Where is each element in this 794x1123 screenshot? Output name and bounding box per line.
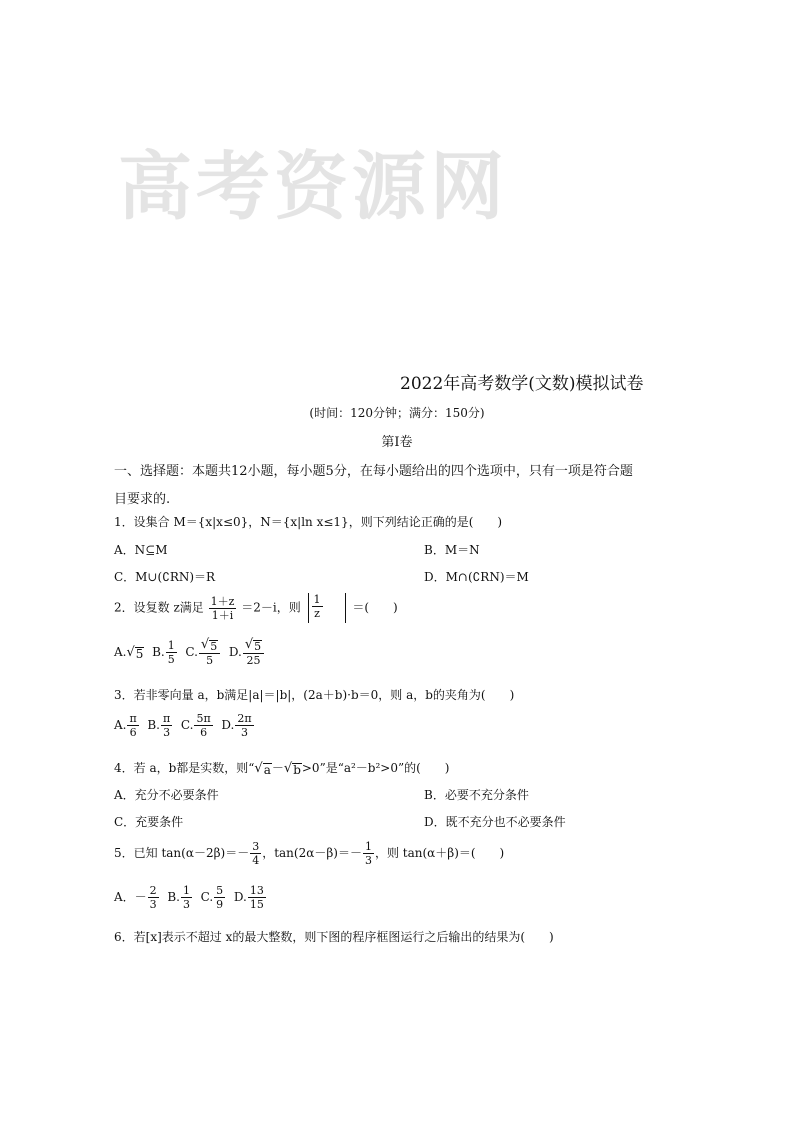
q3-option-c-fraction: $\frac{5\pi}{6}$ bbox=[196, 712, 211, 739]
section-instructions-cont: 目要求的. bbox=[114, 492, 171, 507]
question-4-option-b: B．必要不充分条件 bbox=[424, 788, 529, 802]
question-4-option-a: A．充分不必要条件 bbox=[114, 788, 219, 802]
q3-option-d-fraction: $\frac{2\pi}{3}$ bbox=[237, 712, 252, 739]
q4-pre: 4．若 a，b都是实数，则“ bbox=[114, 761, 255, 775]
q2-option-d-fraction: √ 5 25 bbox=[243, 638, 264, 667]
part-heading: 第Ⅰ卷 bbox=[381, 435, 413, 450]
q5-mid: ，tan(2α－β)＝－ bbox=[262, 846, 362, 860]
q5-option-c-fraction: $\frac{5}{9}$ bbox=[216, 884, 224, 911]
q5-option-b-fraction: $\frac{1}{3}$ bbox=[182, 884, 190, 911]
question-1-stem: 1．设集合 M＝{x|x≤0}，N＝{x|ln x≤1}，则下列结论正确的是( ) bbox=[114, 515, 503, 529]
question-1-option-a: A．N⊆M bbox=[114, 543, 168, 557]
q2-option-b-label: B. bbox=[152, 645, 165, 659]
q5-fraction-1: $\frac{3}{4}$ bbox=[252, 840, 260, 867]
exam-subtitle: (时间：120分钟；满分：150分) bbox=[309, 406, 485, 420]
question-4-stem bbox=[114, 759, 449, 776]
q3-option-d-label: D. bbox=[221, 718, 235, 732]
q2-fraction bbox=[209, 595, 237, 622]
q5-option-d-fraction: $\frac{13}{15}$ bbox=[249, 884, 264, 911]
q3-option-c-label: C. bbox=[180, 718, 194, 732]
q2-option-d-label: D. bbox=[228, 645, 242, 659]
q2-option-b-fraction: $\frac{1}{5}$ bbox=[167, 639, 175, 666]
q5-post: ，则 tan(α＋β)＝( ) bbox=[374, 846, 505, 860]
question-1-option-d: D．M∩(∁RN)＝M bbox=[424, 570, 529, 584]
question-3-options bbox=[114, 712, 255, 739]
q2-pre: 2．设复数 z满足 bbox=[114, 600, 204, 615]
question-1-option-b: B．M＝N bbox=[424, 543, 480, 557]
question-3-stem: 3．若非零向量 a，b满足|a|＝|b|，(2a＋b)·b＝0，则 a，b的夹角为( ) bbox=[114, 688, 515, 702]
q5-pre: 5．已知 tan(α－2β)＝－ bbox=[114, 846, 250, 860]
q4-sqrt-a: √ a bbox=[254, 761, 271, 777]
question-2-options bbox=[114, 638, 265, 667]
question-4-option-c: C．充要条件 bbox=[114, 815, 184, 829]
q3-option-a-fraction: $\frac{\pi}{6}$ bbox=[129, 712, 137, 739]
question-5-stem bbox=[114, 840, 504, 867]
q2-fraction-num: 1＋z bbox=[210, 594, 235, 608]
page-title: 2022年高考数学(文数)模拟试卷 bbox=[400, 374, 644, 394]
q2-mid: ＝2－i，则 bbox=[241, 600, 301, 615]
q5-option-a-label: A．－ bbox=[114, 890, 147, 904]
section-instructions: 一、选择题：本题共12小题，每小题5分，在每小题给出的四个选项中，只有一项是符合题 bbox=[114, 464, 633, 479]
q4-minus: － bbox=[271, 761, 284, 775]
q2-option-c-label: C. bbox=[185, 645, 198, 659]
q3-option-b-fraction: $\frac{\pi}{3}$ bbox=[163, 712, 171, 739]
q4-sqrt-b: √ b bbox=[283, 761, 301, 777]
q2-option-a-sqrt: √ 5 bbox=[126, 645, 144, 661]
question-6-stem: 6．若[x]表示不超过 x的最大整数，则下图的程序框图运行之后输出的结果为( ) bbox=[114, 930, 554, 944]
q5-option-c-label: C. bbox=[200, 890, 214, 904]
q2-abs-den: z bbox=[314, 607, 320, 620]
q2-fraction-den: 1＋i bbox=[211, 608, 234, 622]
q2-option-a-label: A. bbox=[114, 645, 127, 659]
q2-option-c-fraction: √ 5 5 bbox=[199, 638, 220, 667]
q5-option-a-fraction: $\frac{2}{3}$ bbox=[149, 884, 157, 911]
q5-option-b-label: B. bbox=[167, 890, 180, 904]
question-2-stem bbox=[114, 593, 398, 623]
question-1-option-c: C．M∪(∁RN)＝R bbox=[114, 570, 216, 584]
q2-abs-value bbox=[308, 593, 346, 623]
question-4-option-d: D．既不充分也不必要条件 bbox=[424, 815, 566, 829]
q3-option-b-label: B. bbox=[147, 718, 160, 732]
q3-option-a-label: A. bbox=[114, 718, 127, 732]
q4-post: >0”是“a²－b²>0”的( ) bbox=[301, 761, 450, 775]
q2-post: ＝( ) bbox=[352, 600, 398, 615]
watermark-logo: 高考资源网 bbox=[118, 144, 508, 230]
q5-fraction-2: $\frac{1}{3}$ bbox=[364, 840, 372, 867]
question-5-options bbox=[114, 884, 267, 911]
q5-option-d-label: D. bbox=[233, 890, 247, 904]
q2-abs-num: 1 bbox=[313, 593, 321, 606]
